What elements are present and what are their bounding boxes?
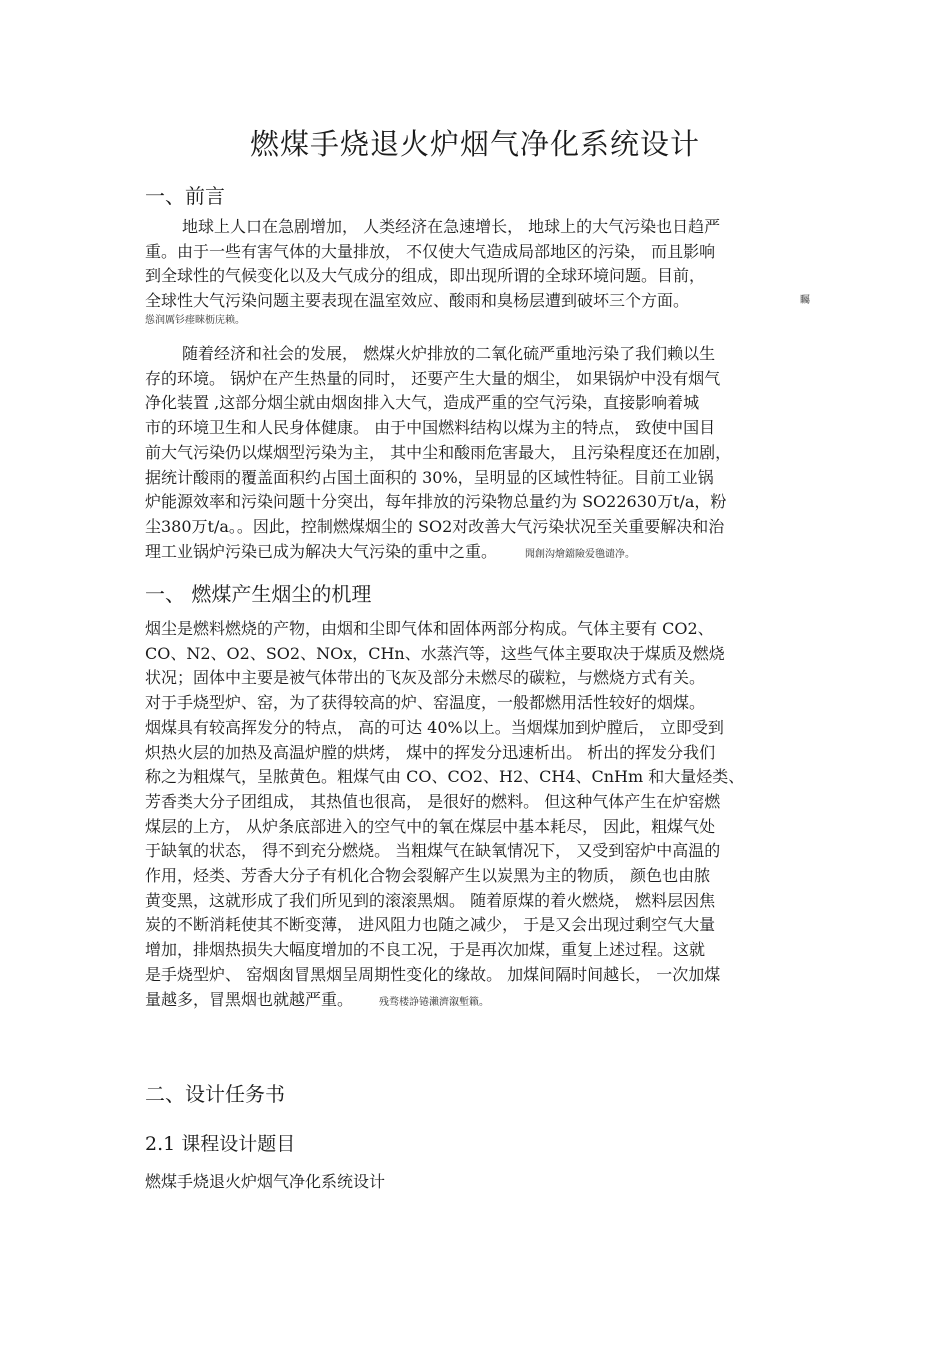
text-line: 是手烧型炉、 窑烟囱冒黑烟呈周期性变化的缘故。 加煤间隔时间越长， 一次加煤 [145, 964, 721, 984]
text-line: 炉能源效率和污染问题十分突出，每年排放的污染物总量约为 SO22630万t/a，粉 [145, 492, 727, 512]
page-title: 燃煤手烧退火炉烟气净化系统设计 [249, 127, 700, 161]
text-line: 对于手烧型炉、窑，为了获得较高的炉、窑温度，一般都燃用活性较好的烟煤。 [145, 693, 706, 713]
heading-preface: 一、前言 [145, 184, 225, 208]
text-line: 尘380万t/a。。因此，控制燃煤烟尘的 SO2对改善大气污染状况至关重要解决和治 [145, 516, 725, 536]
paragraph-preface-2 [145, 342, 810, 567]
text-line: 作用，烃类、芳香大分子有机化合物会裂解产生以炭黑为主的物质， 颜色也由脓 [145, 866, 711, 886]
text-line: 重。由于一些有害气体的大量排放， 不仅使大气造成局部地区的污染， 而且影响 [145, 241, 716, 261]
heading-mechanism: 一、 燃煤产生烟尘的机理 [145, 582, 372, 606]
footnote-mark: 矚 [800, 295, 810, 307]
subheading-course-title: 2.1 课程设计题目 [145, 1133, 296, 1155]
paragraph-preface-1 [145, 215, 810, 328]
footnote-text: 残骛楼諍锩瀨濟溆塹籟。 [379, 996, 490, 1008]
text-line [145, 289, 810, 314]
footnote-text: 聞創沟燴鐺險爱氇谴净。 [525, 548, 636, 560]
text-line-content: 全球性大气污染问题主要表现在温室效应、酸雨和臭杨层遭到破坏三个方面。 [145, 291, 690, 311]
text-line: 烟尘是燃料燃烧的产物，由烟和尘即气体和固体两部分构成。气体主要有 CO2、 [145, 619, 714, 638]
text-line [145, 988, 810, 1016]
text-line: CO、N2、O2、SO2、NOx，CHn、水蒸汽等，这些气体主要取决于煤质及燃烧 [145, 643, 725, 663]
text-line: 地球上人口在急剧增加， 人类经济在急速增长， 地球上的大气污染也日趋严 [182, 217, 721, 236]
text-line: 黄变黑，这就形成了我们所见到的滚滚黑烟。 随着原煤的着火燃烧， 燃料层因焦 [145, 890, 716, 910]
text-line: 存的环境。 锅炉在产生热量的同时， 还要产生大量的烟尘， 如果锅炉中没有烟气 [145, 368, 721, 388]
text-line: 前大气污染仍以煤烟型污染为主， 其中尘和酸雨危害最大， 且污染程度还在加剧， [145, 442, 732, 462]
text-line: 于缺氧的状态， 得不到充分燃烧。 当粗煤气在缺氧情况下， 又受到窑炉中高温的 [145, 841, 721, 861]
text-line: 随着经济和社会的发展， 燃煤火炉排放的二氧化硫严重地污染了我们赖以生 [182, 344, 716, 363]
text-line: 市的环境卫生和人民身体健康。 由于中国燃料结构以煤为主的特点， 致使中国目 [145, 418, 716, 438]
text-line [145, 540, 810, 568]
text-line: 到全球性的气候变化以及大气成分的组成，即出现所谓的全球环境问题。目前， [145, 266, 706, 286]
text-line: 芳香类大分子团组成， 其热值也很高， 是很好的燃料。 但这种气体产生在炉窑燃 [145, 791, 721, 811]
text-line: 据统计酸雨的覆盖面积约占国土面积的 30%，呈明显的区域性特征。目前工业锅 [145, 467, 714, 487]
heading-design-task: 二、设计任务书 [145, 1082, 285, 1106]
text-line: 称之为粗煤气，呈脓黄色。粗煤气由 CO、CO2、H2、CH4、CnHm 和大量烃类、 [145, 767, 745, 787]
footnote-text: 慫润厲钐瘗睞枥庑赖。 [145, 314, 245, 326]
text-line: 状况；固体中主要是被气体带出的飞灰及部分未燃尽的碳粒，与燃烧方式有关。 [145, 668, 706, 688]
text-line: 炽热火层的加热及高温炉膛的烘烤， 煤中的挥发分迅速析出。 析出的挥发分我们 [145, 742, 716, 762]
text-line-content: 量越多，冒黑烟也就越严重。 [145, 989, 354, 1009]
text-line: 煤层的上方， 从炉条底部进入的空气中的氧在煤层中基本耗尽， 因此，粗煤气处 [145, 816, 716, 836]
text-line: 净化装置 ,这部分烟尘就由烟囱排入大气，造成严重的空气污染，直接影响着城 [145, 393, 700, 413]
text-line: 炭的不断消耗使其不断变薄， 进风阻力也随之减少， 于是又会出现过剩空气大量 [145, 915, 716, 935]
paragraph-mechanism [145, 617, 810, 1015]
course-title-text: 燃煤手烧退火炉烟气净化系统设计 [145, 1172, 386, 1191]
text-line: 烟煤具有较高挥发分的特点， 高的可达 40%以上。当烟煤加到炉膛后， 立即受到 [145, 717, 724, 737]
text-line: 增加，排烟热损失大幅度增加的不良工况，于是再次加煤，重复上述过程。这就 [145, 940, 706, 960]
text-line-content: 理工业锅炉污染已成为解决大气污染的重中之重。 [145, 541, 498, 561]
